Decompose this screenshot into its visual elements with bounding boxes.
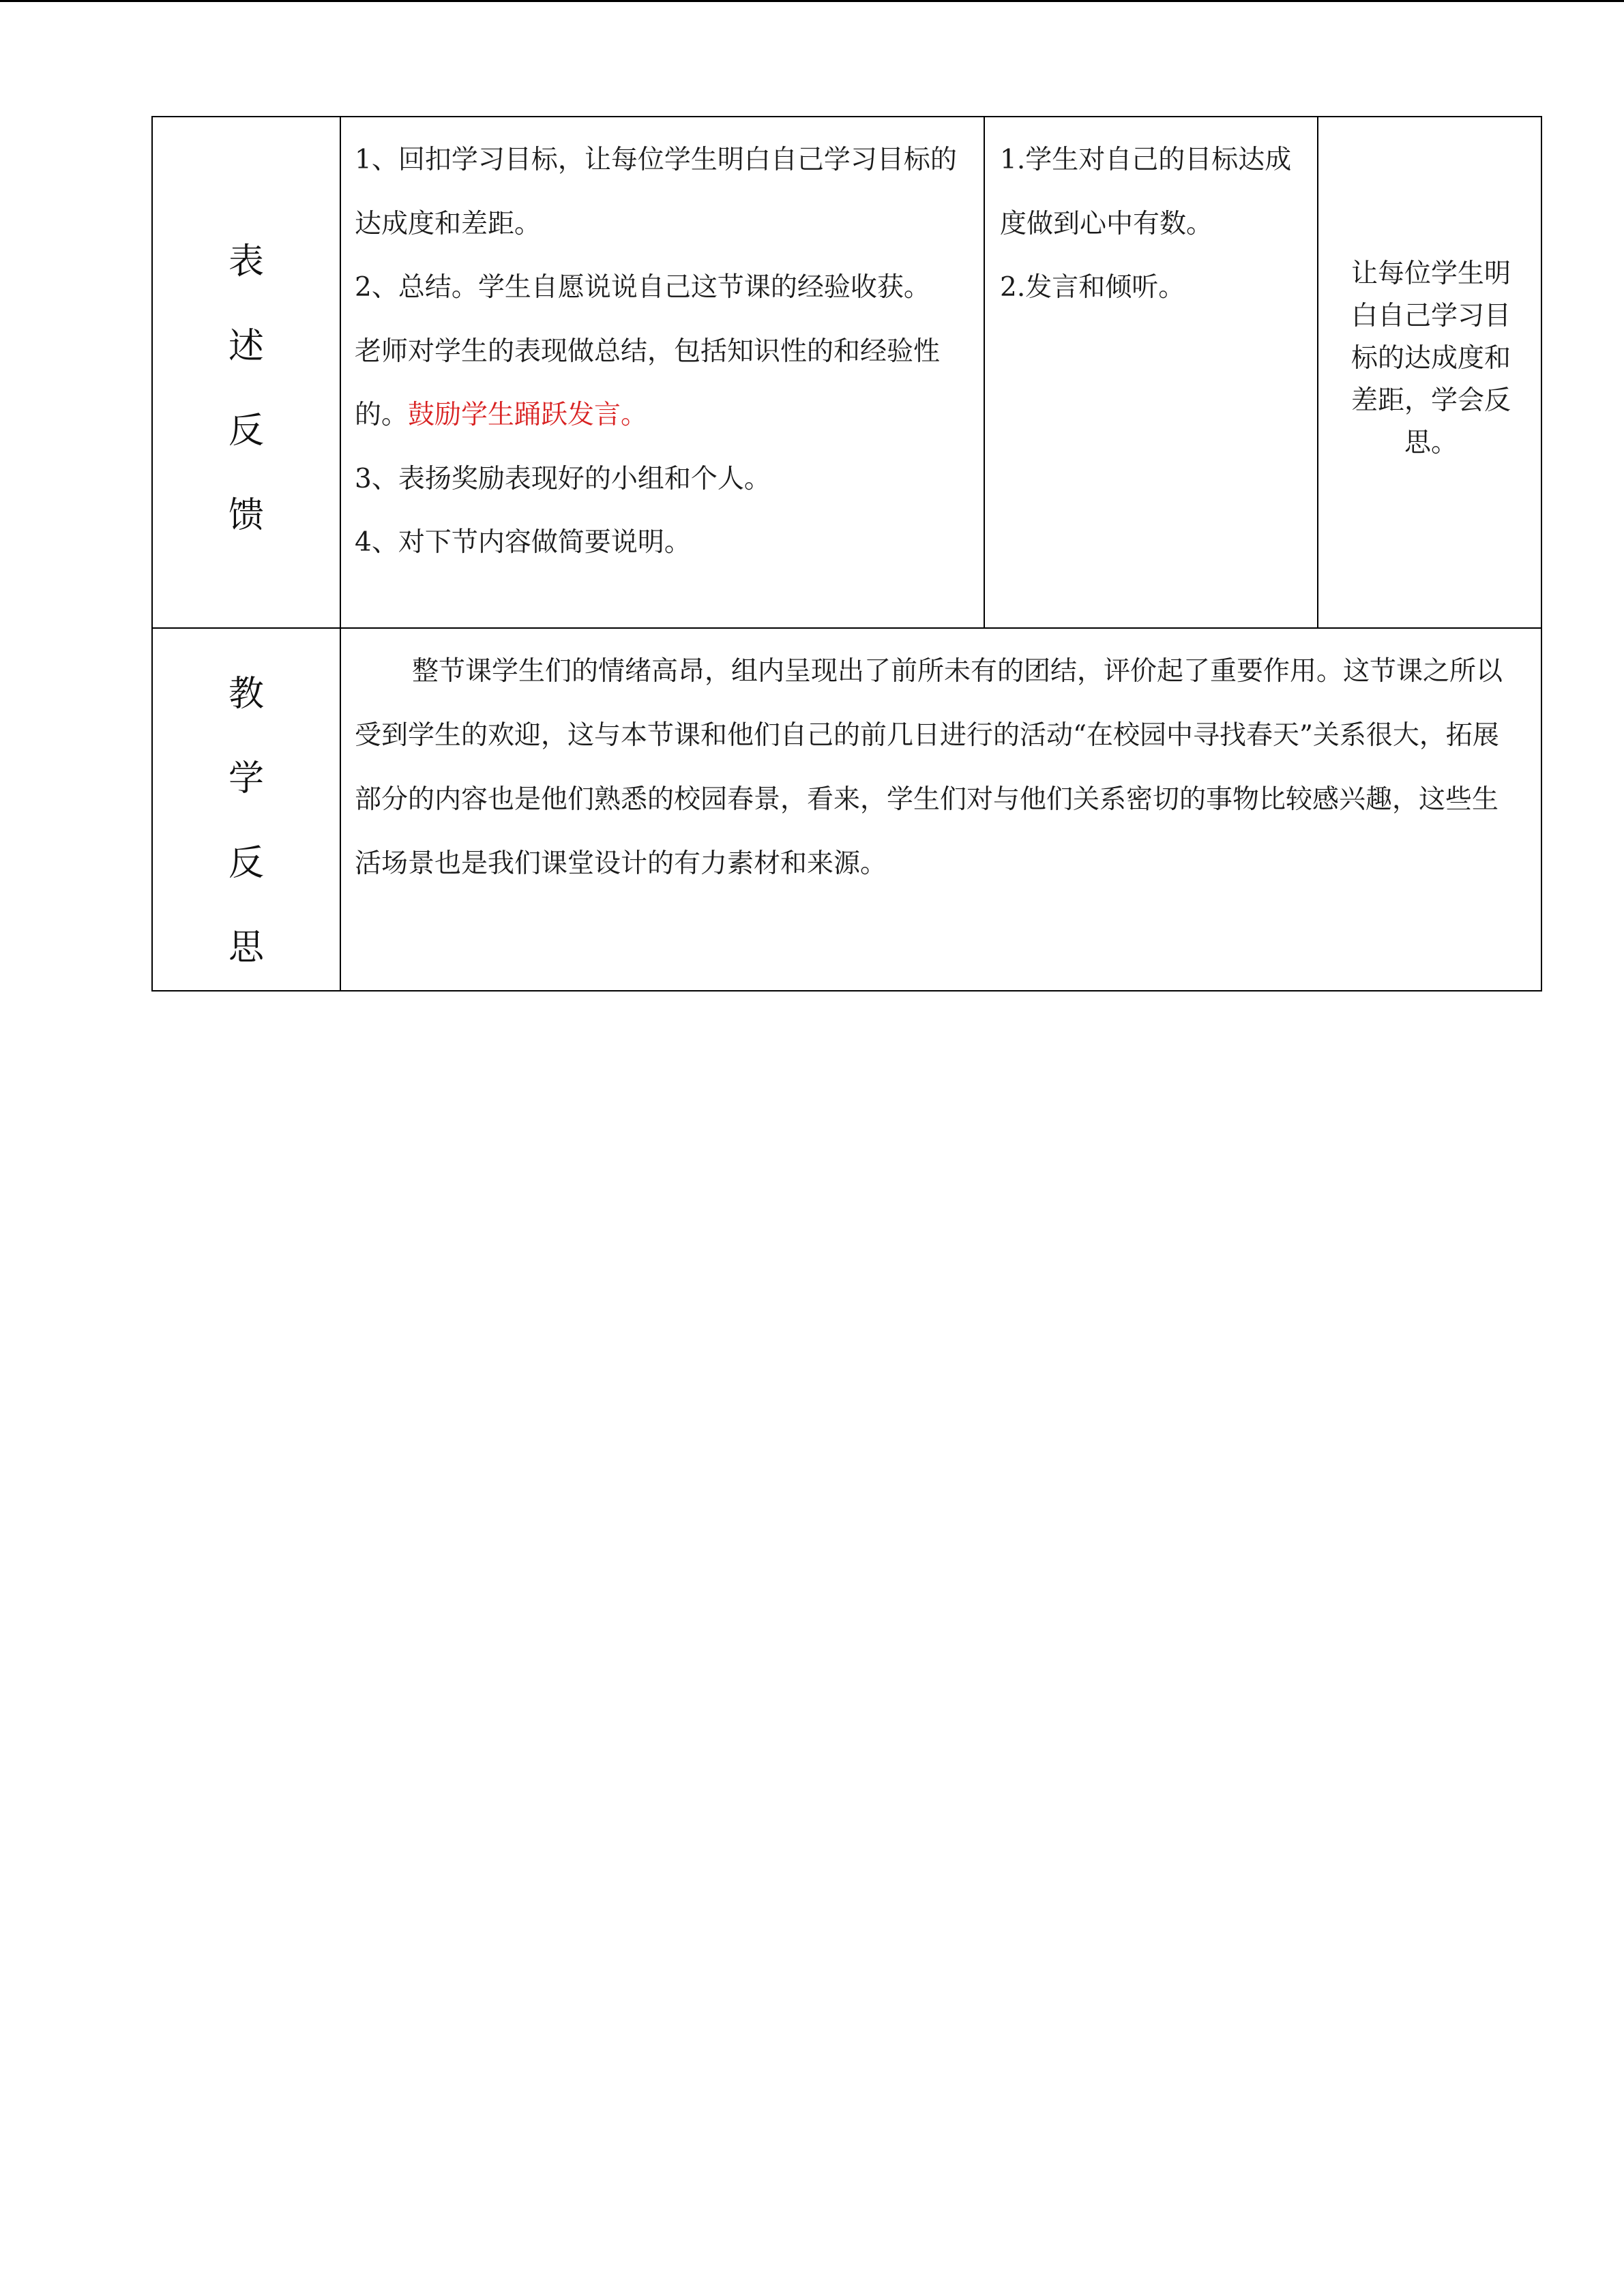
label-char: 思	[228, 927, 264, 968]
label-char: 述	[228, 326, 264, 367]
reflection-label-cell	[152, 628, 340, 991]
reflection-row	[152, 628, 1541, 991]
student-activity	[985, 117, 1317, 320]
label-char: 教	[228, 674, 264, 715]
label-char: 学	[228, 758, 264, 799]
student-activity-line: 1.学生对自己的目标达成度做到心中有数。	[1000, 145, 1292, 239]
lesson-plan-table	[151, 116, 1542, 992]
teacher-activity-line	[355, 320, 970, 447]
design-intent: 让每位学生明白自己学习目标的达成度和差距，学会反思。	[1350, 258, 1511, 458]
feedback-row	[152, 117, 1541, 628]
teacher-summary-text: 老师对学生的表现做总结，包括知识性的和经验性的。	[355, 336, 941, 430]
teacher-activity-line: 4、对下节内容做简要说明。	[355, 527, 691, 558]
teacher-activity-cell	[340, 117, 984, 628]
label-char: 反	[228, 411, 264, 451]
feedback-label	[153, 117, 340, 558]
label-char: 馈	[228, 495, 264, 536]
student-activity-line: 2.发言和倾听。	[1000, 272, 1185, 303]
encourage-speaking-highlight: 鼓励学生踊跃发言。	[408, 400, 648, 430]
reflection-label	[153, 629, 340, 990]
teacher-activity-line: 3、表扬奖励表现好的小组和个人。	[355, 463, 771, 494]
label-char: 反	[228, 843, 264, 884]
label-char: 表	[228, 241, 264, 282]
feedback-label-cell	[152, 117, 340, 628]
student-activity-cell	[984, 117, 1318, 628]
teaching-reflection-text: 整节课学生们的情绪高昂，组内呈现出了前所未有的团结，评价起了重要作用。这节课之所以受到学生的欢迎，这与本节课和他们自己的前几日进行的活动“在校园中寻找春天”关系很大，拓展部分的内容也是他们熟悉的校园春景，看来，学生们对与他们关系密切的事物比较感兴趣，这些生活场景也是我们课堂设计的有力素材和来源。	[355, 656, 1503, 879]
teacher-activity-line: 1、回扣学习目标，让每位学生明白自己学习目标的达成度和差距。	[355, 145, 957, 239]
page-top-rule	[0, 0, 1624, 2]
design-intent-cell	[1318, 117, 1541, 628]
teacher-activity-line: 2、总结。学生自愿说说自己这节课的经验收获。	[355, 272, 930, 303]
teacher-activity	[341, 117, 984, 575]
reflection-content-cell	[340, 628, 1541, 991]
